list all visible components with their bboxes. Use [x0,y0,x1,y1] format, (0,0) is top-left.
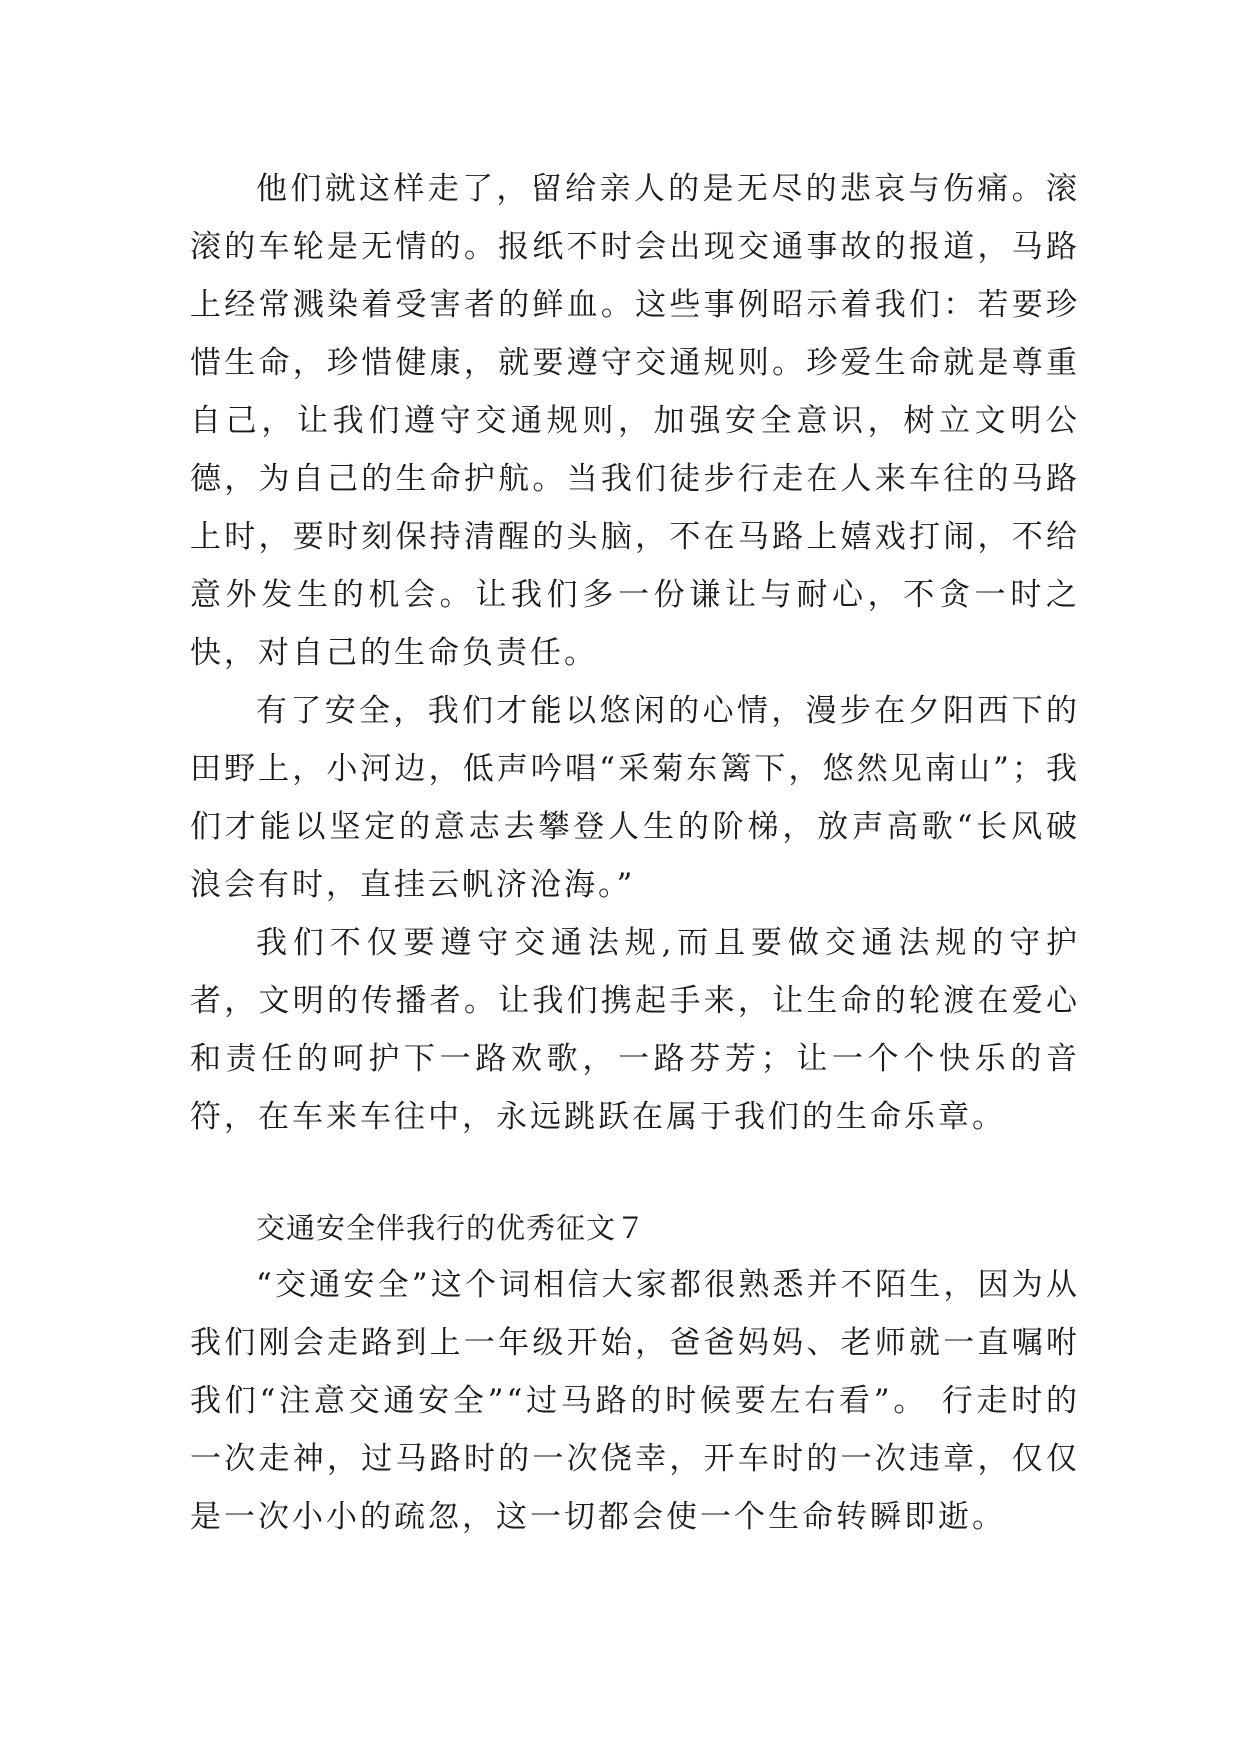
paragraph-introduction: “交通安全”这个词相信大家都很熟悉并不陌生，因为从我们刚会走路到上一年级开始，爸爸妈妈、老师就一直嘱咐我们“注意交通安全”“过马路的时候要左右看”。 行走时的一次走神，过马路时的一次侥幸，开车时的一次违章，仅仅是一次小小的疏忽，这一切都会使一个生命转瞬即逝。 [190,1267,1080,1535]
paragraph-safety-leisure: 有了安全，我们才能以悠闲的心情，漫步在夕阳西下的田野上，小河边，低声吟唱“采菊东篱下，悠然见南山”；我们才能以坚定的意志去攀登人生的阶梯，放声高歌“长风破浪会有时，直挂云帆济沧海。” [190,693,1080,903]
section-title: 交通安全伴我行的优秀征文７ [256,1211,647,1245]
document-body [190,160,1080,1546]
paragraph-guardians: 我们不仅要遵守交通法规,而且要做交通法规的守护者，文明的传播者。让我们携起手来，让生命的轮渡在爱心和责任的呵护下一路欢歌，一路芬芳；让一个个快乐的音符，在车来车往中，永远跳跃在属于我们的生命乐章。 [190,925,1080,1135]
paragraph-consequences: 他们就这样走了，留给亲人的是无尽的悲哀与伤痛。滚滚的车轮是无情的。报纸不时会出现交通事故的报道，马路上经常溅染着受害者的鲜血。这些事例昭示着我们：若要珍惜生命，珍惜健康，就要遵守交通规则。珍爱生命就是尊重自己，让我们遵守交通规则，加强安全意识，树立文明公德，为自己的生命护航。当我们徒步行走在人来车往的马路上时，要时刻保持清醒的头脑，不在马路上嬉戏打闹，不给意外发生的机会。让我们多一份谦让与耐心，不贪一时之快，对自己的生命负责任。 [190,171,1080,671]
section-spacer [190,1146,1080,1200]
